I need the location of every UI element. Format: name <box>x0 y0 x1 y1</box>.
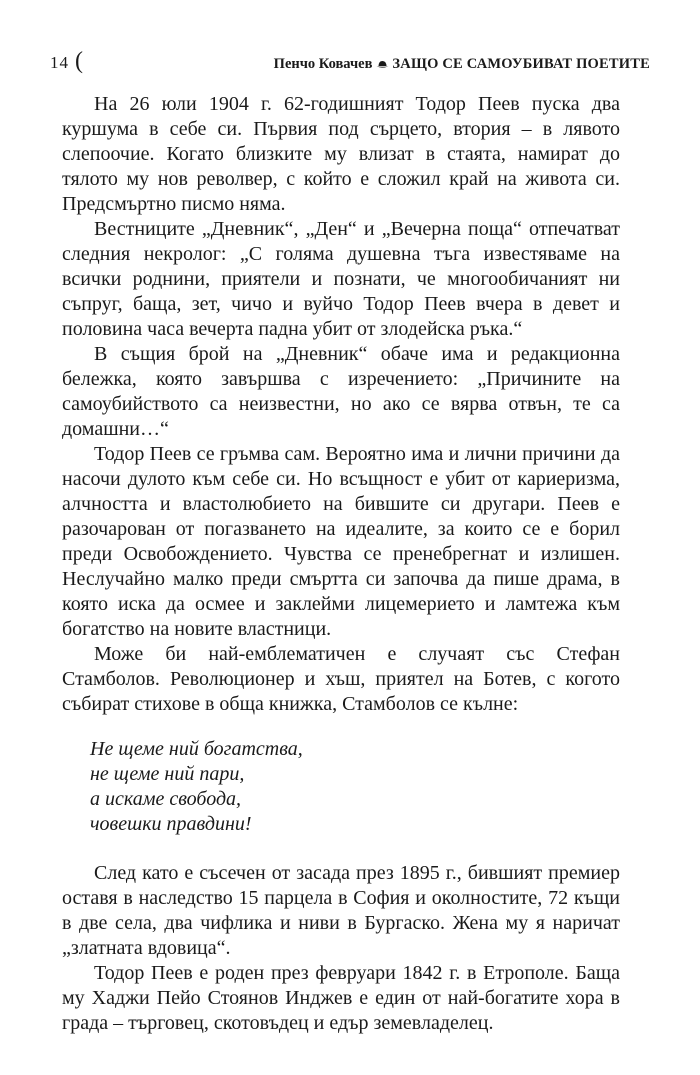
header-book-title: ЗАЩО СЕ САМОУБИВАТ ПОЕТИТЕ <box>392 56 650 72</box>
poem-line: а искаме свобода, <box>90 788 242 810</box>
paragraph: В същия брой на „Дневник“ обаче има и редакционна бележка, която завършва с изречението: „Причините на самоубийството са неизвестни, но ако се вярва отвън, те са домашни…“ <box>62 343 620 440</box>
poem-quote <box>90 737 620 837</box>
header-author: Пенчо Ковачев <box>273 56 373 72</box>
poem-line: Не щеме ний богатства, <box>90 738 303 760</box>
running-header <box>50 48 650 74</box>
poem-line: човешки правдини! <box>90 813 252 835</box>
paragraph: Тодор Пеев се гръмва сам. Вероятно има и лични причини да насочи дулото към себе си. Но всъщност е убит от кариеризма, алчността и властолюбието на бившите си другари. Пеев е разочарован от погазването на идеалите, за които се е борил преди Освобождението. Чувства се пренебрегнат и излишен. Неслучайно малко преди смъртта си започва да пише драма, в която иска да осмее и заклейми лицемерието и ламтежа към богатство на новите властници. <box>62 443 620 640</box>
paragraph: Вестниците „Дневник“, „Ден“ и „Вечерна поща“ отпечатват следния некролог: „С голяма душевна тъга известяваме на всички роднини, приятели и познати, че многообичаният ни съпруг, баща, зет, чичо и вуйчо Тодор Пеев вчера в девет и половина часа вечерта падна убит от злодейска ръка.“ <box>62 218 620 340</box>
paragraph: На 26 юли 1904 г. 62-годишният Тодор Пеев пуска два куршума в себе си. Първия под сърцето, втория – в лявото слепоочие. Когато близките му влизат в стаята, намират до тялото му нов револвер, с който е сложил край на живота си. Предсмъртно писмо няма. <box>62 93 620 215</box>
header-right <box>274 56 650 73</box>
body-text <box>62 92 620 1036</box>
hat-icon <box>376 57 389 66</box>
paragraph: Може би най-емблематичен е случаят със Стефан Стамболов. Революционер и хъш, приятел на Ботев, с когото събират стихове в обща книжка, Стамболов се кълне: <box>62 643 620 715</box>
page-number: 14 <box>50 53 69 72</box>
page-number-area <box>50 48 84 75</box>
paragraph: Тодор Пеев е роден през февруари 1842 г. в Етрополе. Баща му Хаджи Пейо Стоянов Инджев е един от най-богатите хора в града – търговец, скотовъдец и едър земевладелец. <box>62 962 620 1034</box>
page-number-ornament: ( <box>75 48 84 74</box>
paragraph: След като е съсечен от засада през 1895 г., бившият премиер оставя в наследство 15 парцела в София и околностите, 72 къщи в две села, два чифлика и ниви в Бургаско. Жена му я наричат „златната вдовица“. <box>62 862 620 959</box>
poem-line: не щеме ний пари, <box>90 763 245 785</box>
